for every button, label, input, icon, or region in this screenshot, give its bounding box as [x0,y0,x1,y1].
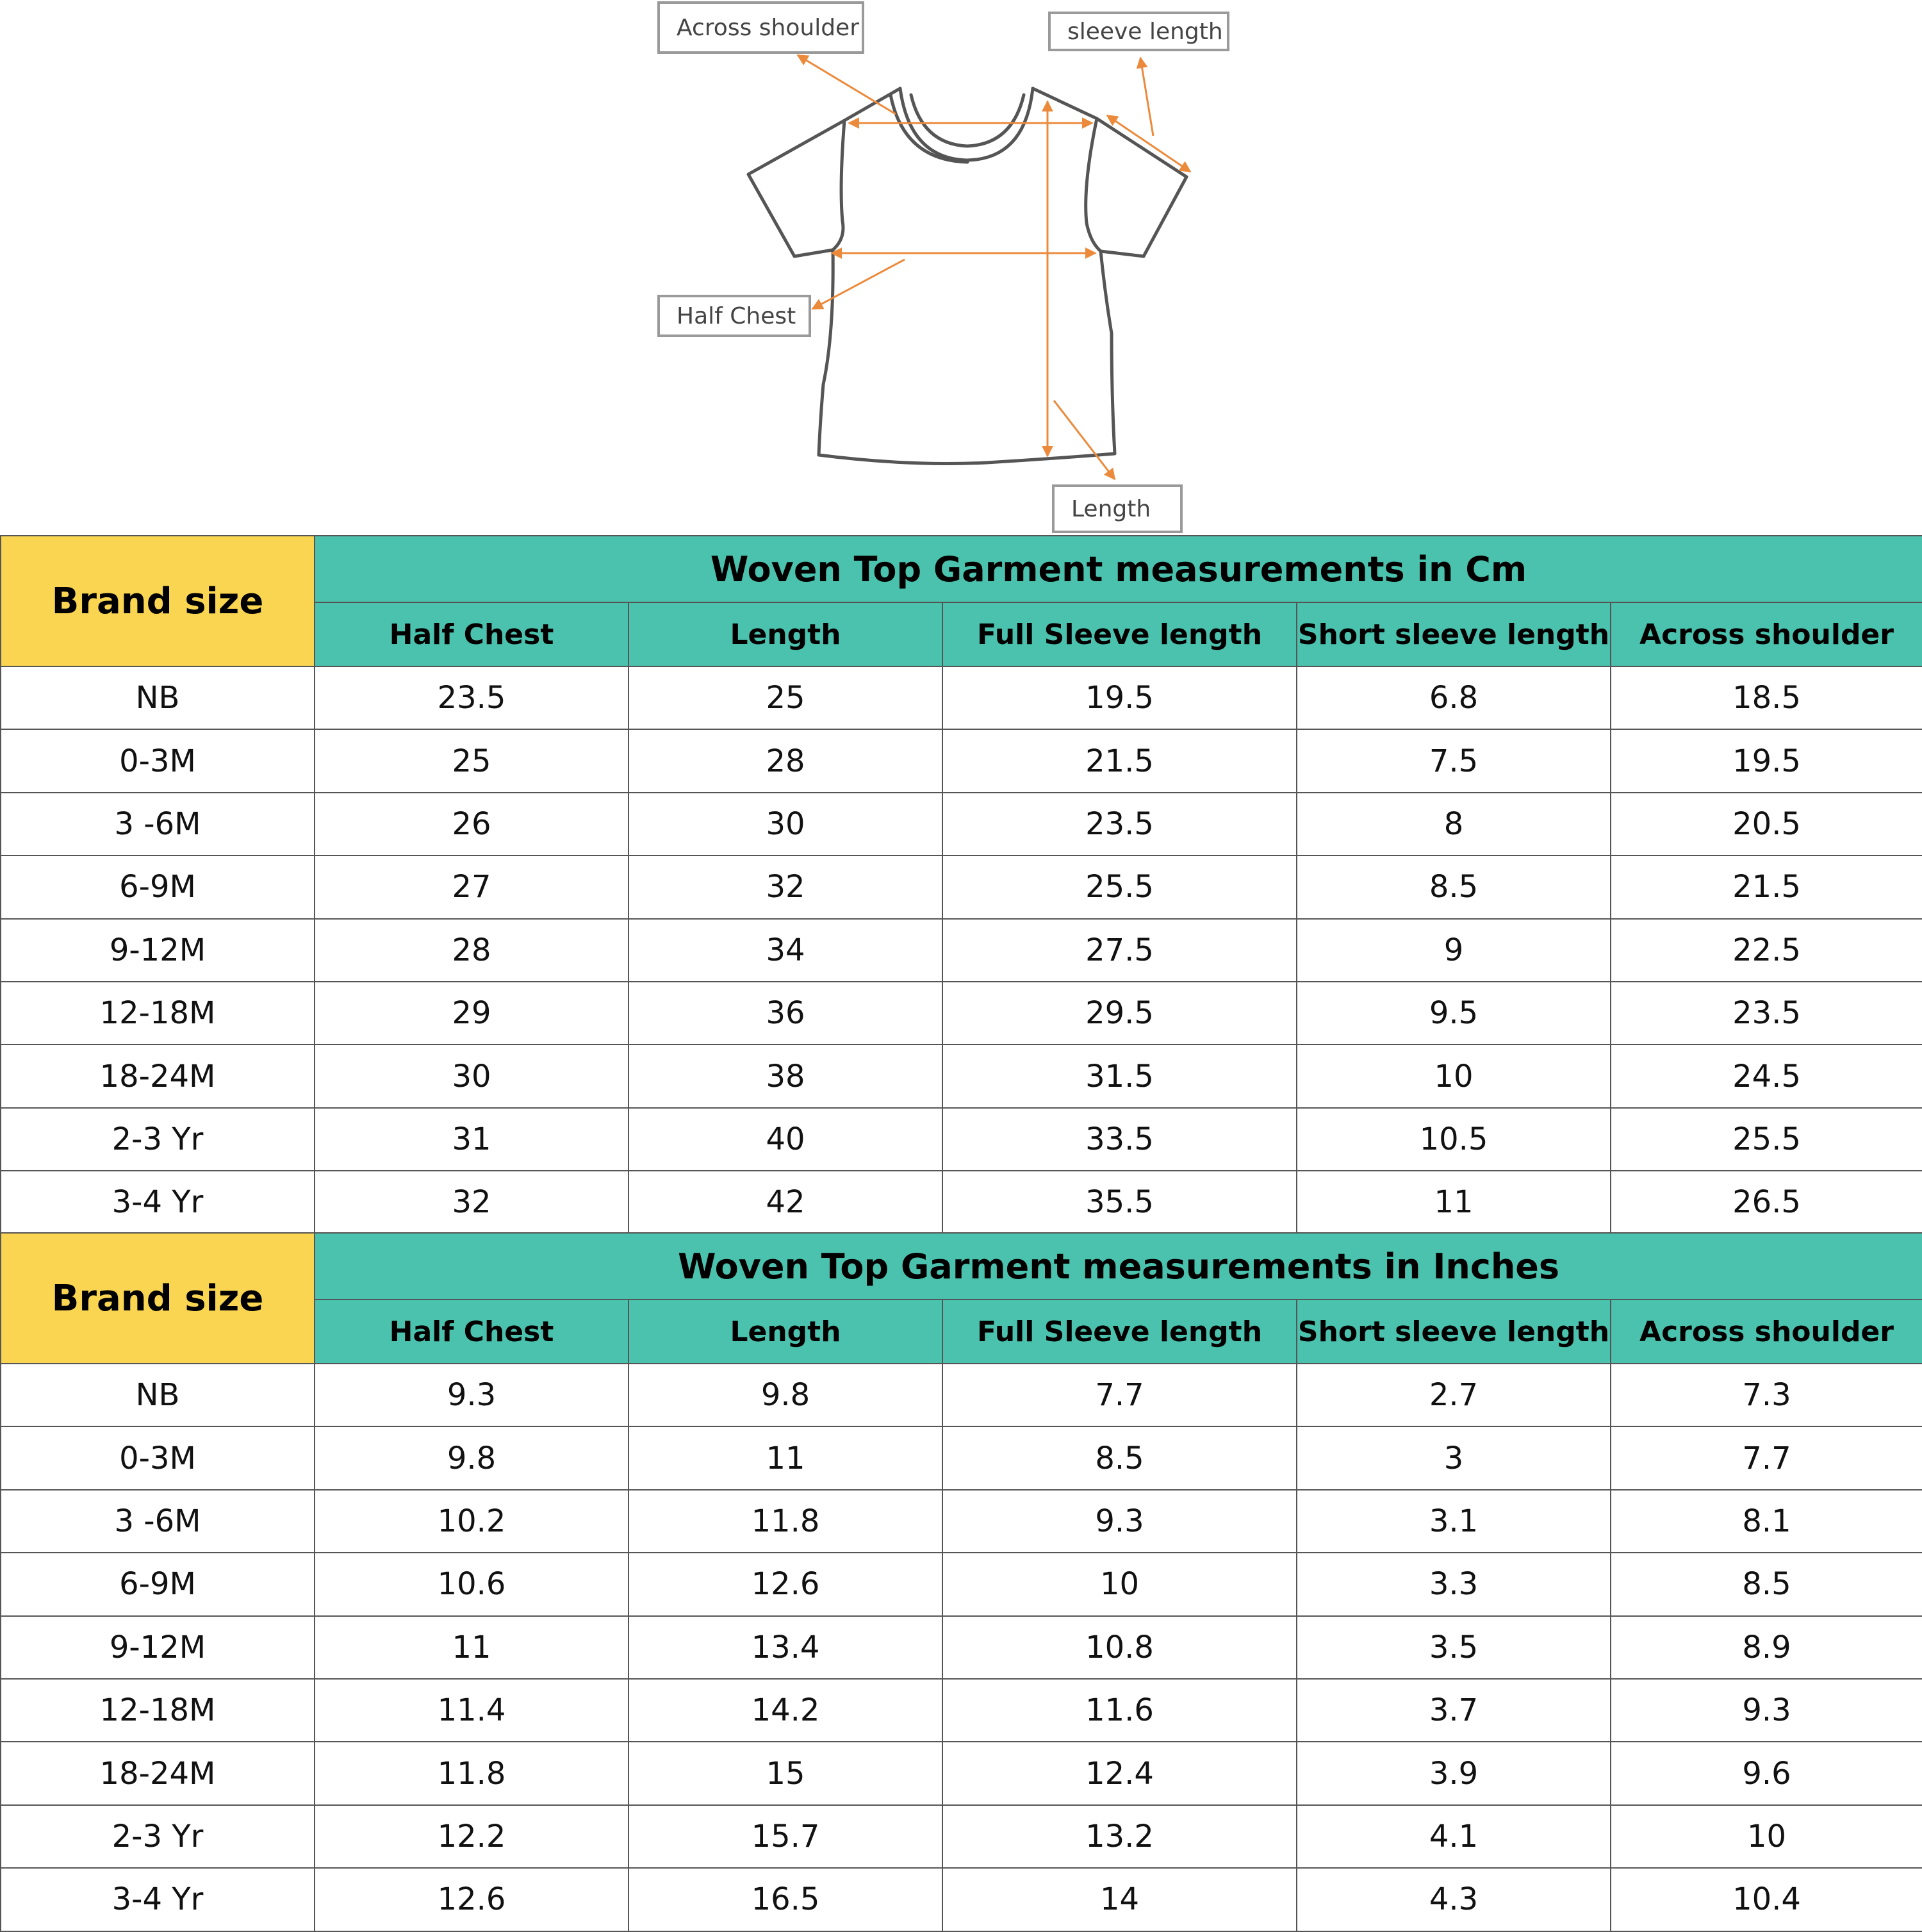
value-cell: 10.5 [1297,1108,1611,1171]
value-cell: 9.3 [315,1364,628,1426]
table-row [1,729,1922,792]
value-cell: 7.3 [1611,1364,1922,1426]
value-cell: 28 [628,729,942,792]
size-cell: NB [1,1364,315,1426]
sleeve-length-label: sleeve length [1048,12,1229,51]
value-cell: 3.3 [1297,1553,1611,1615]
value-cell: 26.5 [1611,1171,1922,1234]
column-header-half-chest: Half Chest [315,602,628,666]
length-label: Length [1052,484,1183,533]
column-header-half-chest: Half Chest [315,1300,628,1364]
value-cell: 35.5 [942,1171,1297,1234]
value-cell: 27.5 [942,919,1297,982]
column-header-full-sleeve: Full Sleeve length [942,602,1297,666]
value-cell: 23.5 [1611,982,1922,1044]
value-cell: 23.5 [315,666,628,729]
table-row [1,855,1922,918]
value-cell: 21.5 [942,729,1297,792]
value-cell: 40 [628,1108,942,1171]
value-cell: 20.5 [1611,793,1922,855]
value-cell: 15 [628,1742,942,1804]
sleeve-length-arrow [1107,115,1190,172]
value-cell: 9.3 [1611,1679,1922,1742]
value-cell: 18.5 [1611,666,1922,729]
value-cell: 8.5 [942,1426,1297,1489]
value-cell: 31.5 [942,1044,1297,1107]
value-cell: 22.5 [1611,919,1922,982]
value-cell: 29.5 [942,982,1297,1044]
value-cell: 11 [628,1426,942,1489]
value-cell: 25 [315,729,628,792]
value-cell: 10.8 [942,1616,1297,1679]
value-cell: 31 [315,1108,628,1171]
value-cell: 32 [628,855,942,918]
table-row [1,1108,1922,1171]
size-cell: 0-3M [1,1426,315,1489]
size-cell: NB [1,666,315,729]
inches-measurement-table [0,1232,1922,1932]
value-cell: 12.2 [315,1805,628,1868]
column-header-short-sleeve: Short sleeve length [1297,602,1611,666]
size-cell: 3 -6M [1,1490,315,1553]
half-chest-label: Half Chest [657,295,811,337]
value-cell: 12.6 [628,1553,942,1615]
tshirt-outline [748,88,1187,464]
size-cell: 18-24M [1,1742,315,1804]
value-cell: 15.7 [628,1805,942,1868]
value-cell: 25.5 [1611,1108,1922,1171]
table-row [1,1679,1922,1742]
table-row [1,793,1922,855]
value-cell: 27 [315,855,628,918]
column-header-length: Length [628,602,942,666]
value-cell: 9 [1297,919,1611,982]
table-row [1,1490,1922,1553]
brand-size-header: Brand size [1,1233,315,1364]
value-cell: 8.5 [1611,1553,1922,1615]
value-cell: 6.8 [1297,666,1611,729]
value-cell: 9.8 [315,1426,628,1489]
size-cell: 3-4 Yr [1,1171,315,1234]
across-shoulder-pointer [798,55,896,114]
value-cell: 28 [315,919,628,982]
value-cell: 29 [315,982,628,1044]
value-cell: 3.5 [1297,1616,1611,1679]
value-cell: 26 [315,793,628,855]
value-cell: 7.7 [1611,1426,1922,1489]
table-row [1,1044,1922,1107]
value-cell: 23.5 [942,793,1297,855]
value-cell: 10.4 [1611,1868,1922,1931]
value-cell: 13.4 [628,1616,942,1679]
value-cell: 7.5 [1297,729,1611,792]
table-row [1,1805,1922,1868]
value-cell: 32 [315,1171,628,1234]
value-cell: 19.5 [942,666,1297,729]
value-cell: 11 [1297,1171,1611,1234]
value-cell: 38 [628,1044,942,1107]
value-cell: 9.6 [1611,1742,1922,1804]
value-cell: 16.5 [628,1868,942,1931]
value-cell: 8.1 [1611,1490,1922,1553]
value-cell: 24.5 [1611,1044,1922,1107]
value-cell: 10.2 [315,1490,628,1553]
value-cell: 9.8 [628,1364,942,1426]
value-cell: 3.7 [1297,1679,1611,1742]
table-row [1,982,1922,1044]
tshirt-illustration [0,0,1922,535]
value-cell: 7.7 [942,1364,1297,1426]
value-cell: 10.6 [315,1553,628,1615]
cm-measurement-table [0,535,1922,1235]
value-cell: 10 [1611,1805,1922,1868]
table-row [1,919,1922,982]
table-row [1,1868,1922,1931]
table-row [1,1171,1922,1234]
value-cell: 14.2 [628,1679,942,1742]
value-cell: 3.9 [1297,1742,1611,1804]
size-cell: 9-12M [1,919,315,982]
table-row [1,1364,1922,1426]
value-cell: 36 [628,982,942,1044]
table-row [1,1742,1922,1804]
size-cell: 6-9M [1,1553,315,1615]
size-cell: 18-24M [1,1044,315,1107]
value-cell: 21.5 [1611,855,1922,918]
table-row [1,666,1922,729]
size-cell: 6-9M [1,855,315,918]
column-header-across-shoulder: Across shoulder [1611,1300,1922,1364]
across-shoulder-label: Across shoulder [657,1,864,54]
value-cell: 19.5 [1611,729,1922,792]
length-pointer [1054,400,1115,479]
value-cell: 11.4 [315,1679,628,1742]
value-cell: 4.1 [1297,1805,1611,1868]
column-header-length: Length [628,1300,942,1364]
column-header-full-sleeve: Full Sleeve length [942,1300,1297,1364]
table-row [1,1426,1922,1489]
brand-size-header: Brand size [1,536,315,666]
column-header-across-shoulder: Across shoulder [1611,602,1922,666]
size-cell: 9-12M [1,1616,315,1679]
value-cell: 11.6 [942,1679,1297,1742]
value-cell: 11.8 [315,1742,628,1804]
measurement-arrows [798,55,1190,479]
table-row [1,1553,1922,1615]
value-cell: 13.2 [942,1805,1297,1868]
value-cell: 30 [315,1044,628,1107]
table-title: Woven Top Garment measurements in Inches [315,1233,1922,1300]
value-cell: 9.3 [942,1490,1297,1553]
value-cell: 10 [942,1553,1297,1615]
value-cell: 25.5 [942,855,1297,918]
value-cell: 12.4 [942,1742,1297,1804]
value-cell: 2.7 [1297,1364,1611,1426]
tshirt-measurement-diagram [0,0,1922,535]
size-cell: 0-3M [1,729,315,792]
value-cell: 12.6 [315,1868,628,1931]
size-cell: 12-18M [1,1679,315,1742]
value-cell: 3.1 [1297,1490,1611,1553]
value-cell: 25 [628,666,942,729]
value-cell: 8 [1297,793,1611,855]
value-cell: 8.5 [1297,855,1611,918]
table-title: Woven Top Garment measurements in Cm [315,536,1922,602]
size-cell: 2-3 Yr [1,1108,315,1171]
value-cell: 4.3 [1297,1868,1611,1931]
value-cell: 30 [628,793,942,855]
size-cell: 3-4 Yr [1,1868,315,1931]
size-cell: 3 -6M [1,793,315,855]
value-cell: 8.9 [1611,1616,1922,1679]
value-cell: 34 [628,919,942,982]
value-cell: 9.5 [1297,982,1611,1044]
sleeve-length-pointer [1140,58,1153,136]
size-cell: 2-3 Yr [1,1805,315,1868]
table-row [1,1616,1922,1679]
value-cell: 11 [315,1616,628,1679]
value-cell: 11.8 [628,1490,942,1553]
column-header-short-sleeve: Short sleeve length [1297,1300,1611,1364]
value-cell: 14 [942,1868,1297,1931]
half-chest-pointer [812,260,905,309]
value-cell: 10 [1297,1044,1611,1107]
size-cell: 12-18M [1,982,315,1044]
value-cell: 3 [1297,1426,1611,1489]
value-cell: 33.5 [942,1108,1297,1171]
value-cell: 42 [628,1171,942,1234]
